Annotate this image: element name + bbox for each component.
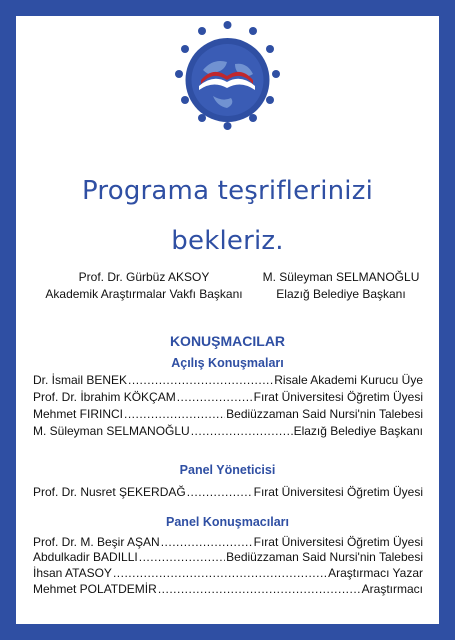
speaker-role: Fırat Üniversitesi Öğretim Üyesi [253,485,423,499]
speaker-row [33,535,423,549]
speaker-name: Prof. Dr. İbrahim KÖKÇAM [33,390,176,404]
speaker-name: Prof. Dr. Nusret ŞEKERDAĞ [33,485,186,499]
leader-dots [158,582,361,596]
host-title: Akademik Araştırmalar Vakfı Başkanı [45,287,243,301]
speaker-role: Elazığ Belediye Başkanı [293,424,423,438]
leader-dots [139,550,225,564]
invitation-headline-line1: Programa teşriflerinizi [81,176,373,206]
host-name: M. Süleyman SELMANOĞLU [262,270,420,284]
speaker-row [33,390,423,404]
leader-dots [177,390,253,404]
host-left [32,269,256,303]
speaker-name: İhsan ATASOY [33,566,112,580]
leader-dots [124,407,225,421]
moderator-heading: Panel Yöneticisi [179,463,276,477]
speaker-role: Araştırmacı Yazar [328,566,423,580]
leader-dots [187,485,253,499]
invitation-headline-line2: bekleriz. [171,226,284,256]
leader-dots [128,373,273,387]
speaker-row [33,373,423,387]
speaker-row [33,566,423,580]
speaker-name: M. Süleyman SELMANOĞLU [33,424,190,438]
speaker-row [33,407,423,421]
speaker-row [33,550,423,564]
host-right [255,269,427,303]
speaker-name: Prof. Dr. M. Beşir AŞAN [33,535,160,549]
leader-dots [161,535,253,549]
leader-dots [113,566,327,580]
speaker-row [33,424,423,438]
speaker-role: Bediüzzaman Said Nursi'nin Talebesi [226,407,423,421]
speakers-heading: KONUŞMACILAR [169,333,286,349]
speaker-name: Mehmet FIRINCI [33,407,124,421]
speaker-name: Dr. İsmail BENEK [33,373,128,387]
speaker-role: Bediüzzaman Said Nursi'nin Talebesi [226,550,423,564]
speaker-name: Abdulkadir BADILLI [33,550,138,564]
speaker-role: Araştırmacı [361,582,423,596]
opening-heading: Açılış Konuşmaları [171,356,284,370]
speaker-role: Risale Akademi Kurucu Üye [274,373,423,387]
host-title: Elazığ Belediye Başkanı [276,287,406,301]
speaker-name: Mehmet POLATDEMİR [33,582,157,596]
host-name: Prof. Dr. Gürbüz AKSOY [78,270,210,284]
speaker-role: Fırat Üniversitesi Öğretim Üyesi [253,390,423,404]
panelists-heading: Panel Konuşmacıları [166,515,289,529]
speaker-role: Fırat Üniversitesi Öğretim Üyesi [253,535,423,549]
speaker-row [33,582,423,596]
emblem-logo [169,16,286,133]
speaker-row [33,485,423,499]
leader-dots [191,424,293,438]
